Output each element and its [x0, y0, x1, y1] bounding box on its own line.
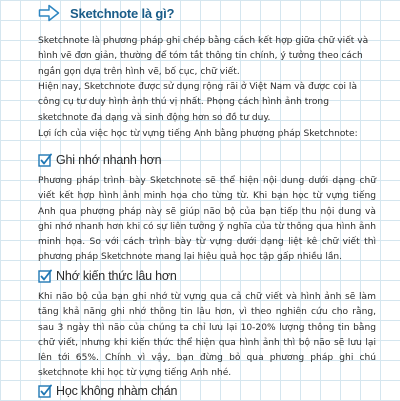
- outline-arrow-right-icon: [38, 4, 60, 22]
- section-heading-row: [38, 266, 177, 286]
- intro-paragraph-2: Hiện nay, Sketchnote được sử dụng rộng rãi ở Việt Nam và được coi là công cụ tư duy hình ảnh thú vị nhất. Phong cách hình ảnh trong sketchnote đa dạng và sinh động hơn so đồ tư duy.: [38, 82, 358, 123]
- section-body: Phương pháp trình bày Sketchnote sẽ thể hiện nội dung dưới dạng chữ viết kết hợp hình ảnh minh họa cho từng từ. Khi bạn học từ vựng tiếng Anh qua phương pháp này sẽ giúp não bộ của bạn tiếp thu nội dung và ghi nhớ nhanh hơn khi có sự liên tưởng ý nghĩa của từ thông qua hình ảnh minh họa. So với cách trình bày từ vựng dưới dạng liệt kê chữ viết thì phương pháp Sketchnote mang lại hiệu quả học tập gấp nhiều lần.: [38, 176, 376, 263]
- page-title: Sketchnote là gì?: [70, 5, 175, 21]
- intro-paragraph-1: Sketchnote là phương pháp ghi chép bằng cách kết hợp giữa chữ viết và hình vẽ đơn giản, thường để tóm tắt thông tin chính, ý tưởng theo cách ngắn gọn dựa trên hình vẽ, bố cục, chữ viết.: [38, 36, 369, 77]
- title-row: [38, 2, 174, 24]
- section-heading: Ghi nhớ nhanh hơn: [56, 153, 162, 167]
- checkbox-checked-icon: [38, 384, 52, 398]
- section-body: Khi não bộ của bạn ghi nhớ từ vựng qua cả chữ viết và hình ảnh sẽ làm tăng khả năng ghi nhớ thông tin lâu hơn, vì theo nghiên cứu cho rằng, sau 3 ngày thì não của chúng ta chỉ lưu lại 10-20% lượng thông tin bằng chữ viết, nhưng khi kiến thức thể hiện qua hình ảnh thì bộ não sẽ lưu lại lên tới 65%. Chính vì vậy, bạn đừng bỏ qua phương pháp ghi chú sketchnote khi học từ vựng tiếng Anh nhé.: [38, 292, 376, 379]
- checkbox-checked-icon: [38, 153, 52, 167]
- section-heading-row: [38, 150, 161, 170]
- section-heading-row: [38, 381, 177, 401]
- checkbox-checked-icon: [38, 269, 52, 283]
- intro-paragraph-3: Lợi ích của việc học từ vựng tiếng Anh bằng phương pháp Sketchnote:: [38, 129, 358, 139]
- section-heading: Nhớ kiến thức lâu hơn: [56, 269, 177, 283]
- section-heading: Học không nhàm chán: [56, 384, 178, 398]
